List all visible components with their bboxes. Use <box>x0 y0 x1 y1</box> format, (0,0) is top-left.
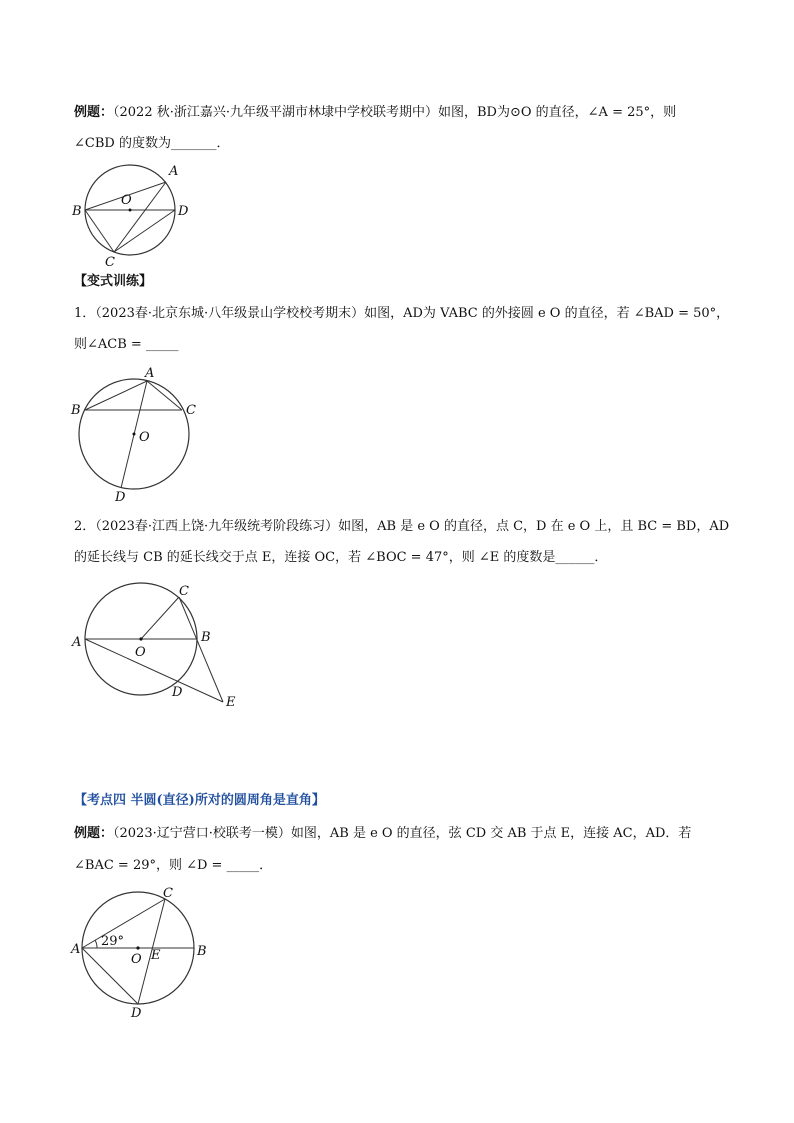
example1-text2: ∠CBD 的度数为_______． <box>74 136 230 151</box>
label-b: B <box>201 630 211 645</box>
segment-oc <box>141 597 179 639</box>
chord-bc <box>85 210 114 252</box>
example-label: 例题： <box>74 105 114 120</box>
label-o: O <box>131 952 142 967</box>
label-o: O <box>135 645 146 660</box>
label-c: C <box>179 584 189 599</box>
problem2-figure <box>65 578 255 718</box>
example2-figure <box>65 883 225 1023</box>
chord-ac <box>147 381 182 410</box>
label-c: C <box>105 255 115 270</box>
example-label: 例题： <box>74 826 114 841</box>
label-b: B <box>197 944 207 959</box>
label-d: D <box>178 204 189 219</box>
example2-line1 <box>74 825 691 843</box>
center-point <box>133 433 136 436</box>
problem2-text1: 2．（2023春·江西上饶·九年级统考阶段练习）如图，AB 是 e O 的直径，点 C，D 在 e O 上，且 BC = BD，AD <box>74 519 730 534</box>
label-a: A <box>145 366 155 381</box>
label-d: D <box>115 490 126 505</box>
chord-ad <box>82 948 138 1004</box>
label-c: C <box>163 886 173 901</box>
problem2-text2: 的延长线与 CB 的延长线交于点 E，连接 OC，若 ∠BOC = 47°，则 ∠E 的度数是______． <box>74 550 608 565</box>
label-d: D <box>172 685 183 700</box>
label-c: C <box>186 403 196 418</box>
problem1-text2: 则∠ACB = _____ <box>74 337 179 352</box>
center-point <box>136 946 139 949</box>
label-o: O <box>121 193 132 208</box>
center-point <box>139 637 142 640</box>
line-ae <box>85 639 223 702</box>
angle-label: 29° <box>101 934 125 949</box>
label-d: D <box>131 1006 142 1021</box>
variant-heading: 【变式训练】 <box>74 274 153 289</box>
example1-line1 <box>74 104 676 122</box>
angle-arc <box>95 940 97 948</box>
label-a: A <box>169 164 179 179</box>
line-ce <box>179 597 223 702</box>
example2-text1: （2023·辽宁营口·校联考一模）如图，AB 是 e O 的直径，弦 CD 交 AB 于点 E，连接 AC，AD．若 <box>113 826 692 841</box>
label-e: E <box>226 695 236 710</box>
example1-text1: （2022 秋·浙江嘉兴·九年级平湖市林埭中学校联考期中）如图，BD为⊙O 的直径，∠A = 25°，则 <box>113 105 677 120</box>
label-b: B <box>71 403 81 418</box>
chord-cd <box>114 210 175 252</box>
problem1-figure <box>65 365 215 505</box>
section4-heading: 【考点四 半圆(直径)所对的圆周角是直角】 <box>74 793 325 808</box>
problem1-text1: 1．（2023春·北京东城·八年级景山学校校考期末）如图，AD为 VABC 的外接圆 e O 的直径，若 ∠BAD = 50°， <box>74 306 730 321</box>
label-o: O <box>139 430 150 445</box>
example1-figure <box>65 160 200 270</box>
center-point <box>129 209 132 212</box>
label-a: A <box>72 635 82 650</box>
label-a: A <box>71 942 81 957</box>
example2-text2: ∠BAC = 29°，则 ∠D = _____． <box>74 858 273 873</box>
label-b: B <box>72 204 82 219</box>
label-e: E <box>151 948 161 963</box>
